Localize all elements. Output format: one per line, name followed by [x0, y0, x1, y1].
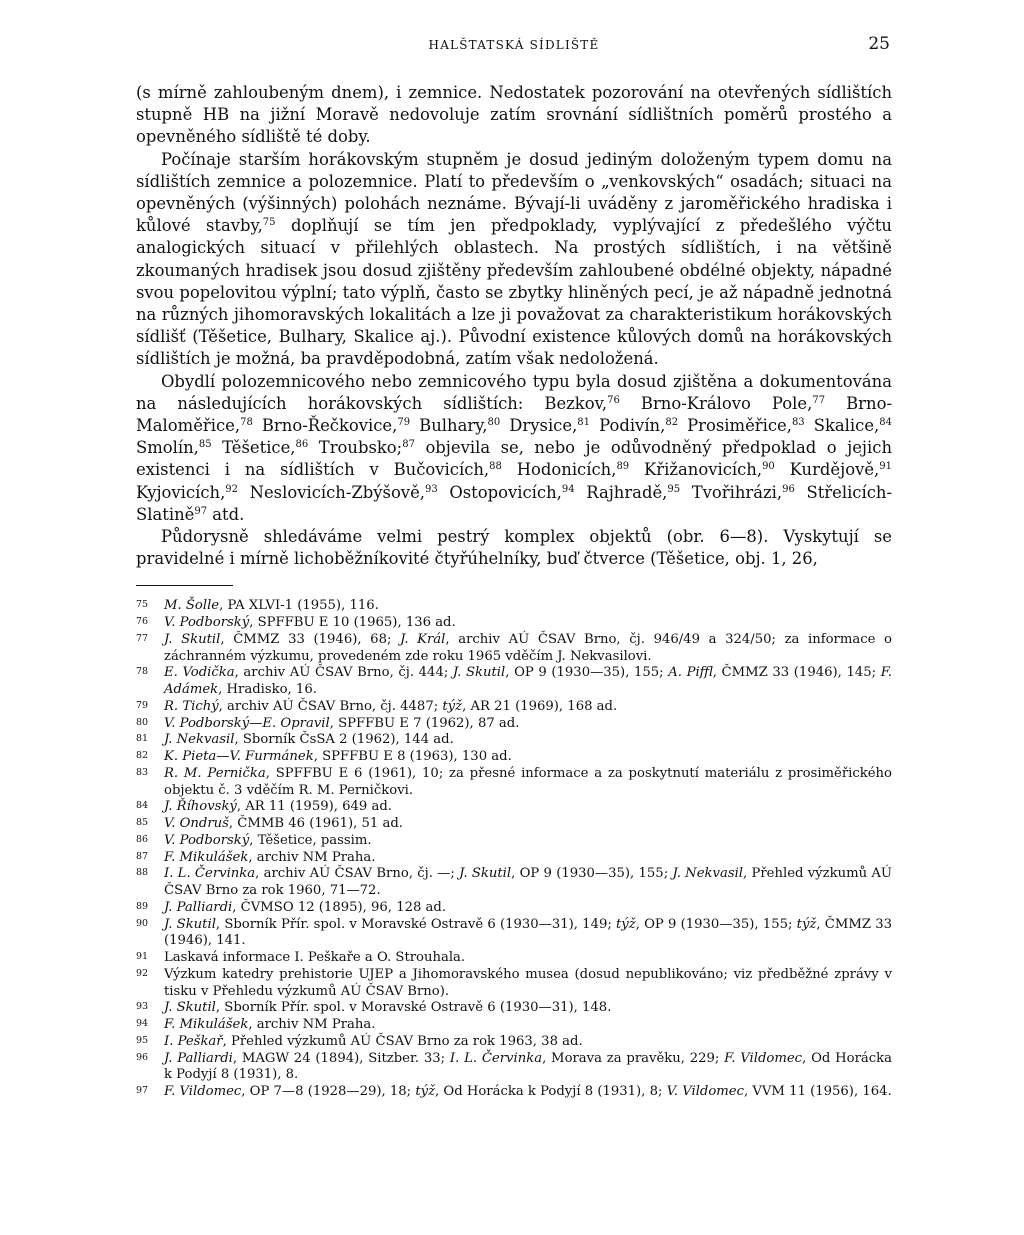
footnote-ref: 89 — [616, 461, 630, 473]
paragraph-text: Rajhradě, — [574, 482, 668, 502]
footnote-82 — [136, 749, 892, 766]
citation: , archiv AÚ ČSAV Brno, čj. —; — [255, 866, 460, 882]
author: V. Vildomec — [666, 1084, 744, 1100]
author: R. Tichý — [164, 698, 219, 714]
footnote-ref: 84 — [879, 417, 892, 429]
author: J. Skutil — [164, 631, 221, 647]
paragraph-text: (s mírně zahloubeným dnem), i zemnice. Nedostatek pozorování na otevřených sídlištích stupně HB na jižní Moravě nedovoluje zatím srovnání sídlištních poměrů prostého a opevněného sídliště té doby. — [136, 83, 892, 147]
author: V. Ondruš — [164, 816, 229, 832]
citation: , SPFFBU E 10 (1965), 136 ad. — [249, 615, 456, 631]
citation: , ČMMZ 33 (1946), 68; — [220, 631, 401, 647]
page-number: 25 — [868, 34, 890, 54]
author: I. L. Červinka — [449, 1050, 543, 1066]
author: týž — [442, 698, 463, 714]
paragraph-text: atd. — [207, 504, 245, 524]
author: F. Adámek — [164, 665, 892, 698]
citation: , Těšetice, passim. — [249, 832, 372, 848]
citation: , ČVMSO 12 (1895), 96, 128 ad. — [232, 899, 447, 915]
author: J. Palliardi — [164, 899, 233, 915]
paragraph-2 — [136, 149, 892, 371]
footnote-ref: 77 — [812, 394, 826, 406]
citation: , PA XLVI-1 (1955), 116. — [219, 598, 379, 614]
footnote-ref: 80 — [487, 417, 501, 429]
footnote-94 — [136, 1017, 892, 1034]
paragraph-text: Počínaje starším horákovským stupněm je dosud jediným doloženým typem domu na sídlištích zemnice a polozemnice. Platí to především o „venkovských“ osadách; situaci na opevněných (výšinných) polohách neznáme. Bývají-li uváděny z jaroměřického hradiska i kůlové stavby, — [136, 149, 892, 236]
footnote-number: 95 — [136, 1034, 149, 1046]
footnote-ref: 76 — [607, 394, 620, 406]
author: J. Skutil — [164, 1000, 216, 1016]
citation: , SPFFBU E 6 (1961), 10; za přesné informace a za poskytnutí materiálu z prosiměřického objektu č. 3 vděčím R. M. Perničkovi. — [164, 765, 892, 798]
author: F. Vildomec — [164, 1084, 242, 1100]
paragraph-3 — [136, 371, 892, 526]
footnote-number: 80 — [136, 716, 149, 728]
author: K. Pieta—V. Furmánek — [164, 749, 314, 765]
paragraph-text: Bulhary, — [410, 416, 488, 436]
paragraph-text: doplňují se tím jen předpoklady, vyplývající z předešlého výčtu analogických situací v přilehlých oblastech. Na prostých sídlištích, i na většině zkoumaných hradisek jsou dosud zjištěny především zahloubené obdélné objekty, nápadné svou popelovitou výplní; tato výplň, často se zbytky hliněných pecí, je až nápadně jednotná na různých jihomoravských lokalitách a lze ji považovat za charakteristikum horákovských sídlišť (Těšetice, Bulhary, Skalice aj.). Původní existence kůlových domů na horákovských sídlištích je možná, ba pravděpodobná, zatím však nedoložená. — [136, 216, 892, 369]
citation: , OP 9 (1930—35), 155; — [505, 665, 669, 681]
footnote-ref: 96 — [782, 483, 795, 495]
footnote-95 — [136, 1034, 892, 1051]
paragraph-text: Skalice, — [804, 416, 880, 436]
citation: , archiv AÚ ČSAV Brno, čj. 946/49 a 324/50; za informace o záchranném výzkumu, provedeném zde roku 1965 vděčím J. Nekvasilovi. — [164, 631, 892, 664]
footnote-87 — [136, 850, 892, 867]
footnote-number: 82 — [136, 750, 149, 762]
footnote-ref: 95 — [667, 483, 681, 495]
citation: , ČMMZ 33 (1946), 141. — [164, 916, 892, 949]
footnote-91 — [136, 950, 892, 967]
footnote-83 — [136, 766, 892, 800]
citation: , archiv AÚ ČSAV Brno, čj. 444; — [234, 665, 453, 681]
citation: , SPFFBU E 7 (1962), 87 ad. — [329, 715, 520, 731]
author: J. Palliardi — [164, 1050, 233, 1066]
citation: , archiv NM Praha. — [248, 849, 376, 865]
footnote-85 — [136, 816, 892, 833]
citation: , ČMMZ 33 (1946), 145; — [712, 665, 881, 681]
author: týž — [796, 916, 817, 932]
paragraph-text: Smolín, — [136, 438, 199, 458]
page — [136, 30, 892, 1101]
paragraph-text: Ostopovicích, — [437, 482, 562, 502]
paragraph-text: Půdorysně shledáváme velmi pestrý komplex objektů (obr. 6—8). Vyskytují se pravidelné i mírně lichoběžníkovité čtyřúhelníky, buď čtverce (Těšetice, obj. 1, 26, — [136, 527, 892, 569]
author: F. Vildomec — [724, 1050, 803, 1066]
author: A. Piffl — [668, 665, 713, 681]
paragraph-text: Křižanovicích, — [629, 460, 763, 480]
footnote-number: 96 — [136, 1051, 149, 1063]
citation: , archiv NM Praha. — [248, 1017, 376, 1033]
author: M. Šolle — [164, 598, 220, 614]
author: R. M. Pernička — [164, 765, 266, 781]
footnote-divider — [136, 585, 233, 586]
author: J. Skutil — [164, 916, 216, 932]
footnote-number: 86 — [136, 833, 149, 845]
footnote-number: 88 — [136, 867, 149, 879]
footnote-81 — [136, 732, 892, 749]
footnote-75 — [136, 598, 892, 615]
footnote-79 — [136, 699, 892, 716]
footnote-number: 84 — [136, 800, 149, 812]
paragraph-text: Drysice, — [500, 416, 578, 436]
author: J. Král — [400, 631, 446, 647]
footnote-ref: 82 — [665, 417, 679, 429]
citation: , archiv AÚ ČSAV Brno, čj. 4487; — [218, 698, 443, 714]
footnote-number: 81 — [136, 733, 149, 745]
footnote-89 — [136, 900, 892, 917]
footnote-number: 97 — [136, 1085, 149, 1097]
footnote-number: 94 — [136, 1018, 149, 1030]
author: E. Vodička — [164, 665, 235, 681]
running-head: HALŠTATSKÁ SÍDLIŠTĚ — [428, 38, 600, 52]
citation: , Od Horácka k Podyjí 8 (1931), 8; — [435, 1084, 667, 1100]
footnote-96 — [136, 1051, 892, 1085]
paragraph-text: Obydlí polozemnicového nebo zemnicového typu byla dosud zjištěna a dokumentována na následujících horákovských sídlištích: Bezkov, — [136, 371, 892, 413]
paragraph-text: Troubsko; — [308, 438, 403, 458]
footnote-ref: 94 — [561, 483, 575, 495]
citation: , Sborník ČsSA 2 (1962), 144 ad. — [234, 732, 454, 748]
paragraph-text: Brno-Maloměřice, — [136, 393, 892, 436]
paragraph-1 — [136, 82, 892, 149]
footnote-ref: 87 — [402, 439, 415, 451]
footnote-88 — [136, 866, 892, 900]
author: I. Peškař — [164, 1033, 223, 1049]
footnote-ref: 93 — [424, 483, 438, 495]
paragraph-text: Brno-Řečkovice, — [252, 416, 398, 436]
footnote-ref: 83 — [791, 417, 805, 429]
author: V. Podborský—E. Opravil — [164, 715, 330, 731]
footnote-number: 92 — [136, 967, 149, 979]
footnote-78 — [136, 665, 892, 699]
citation: , Od Horácka k Podyjí 8 (1931), 8. — [164, 1050, 892, 1083]
paragraph-text: objevila se, nebo je odůvodněný předpoklad o jejich existenci i na sídlištích v Bučovicích, — [136, 438, 892, 480]
footnote-ref: 90 — [762, 461, 775, 473]
footnote-number: 90 — [136, 917, 149, 929]
citation: , OP 9 (1930—35), 155; — [635, 916, 797, 932]
footnote-ref: 78 — [240, 417, 253, 429]
citation: Laskavá informace I. Peškaře a O. Strouhala. — [164, 950, 466, 966]
footnote-ref: 85 — [198, 439, 212, 451]
footnote-76 — [136, 615, 892, 632]
author: J. Skutil — [452, 665, 506, 681]
footnote-ref: 91 — [879, 461, 892, 473]
footnote-ref: 81 — [577, 417, 591, 429]
citation: , MAGW 24 (1894), Sitzber. 33; — [232, 1050, 450, 1066]
citation: , Hradisko, 16. — [218, 682, 317, 698]
paragraph-text: Těšetice, — [211, 438, 296, 458]
body-text — [136, 82, 892, 570]
citation: , VVM 11 (1956), 164. — [744, 1084, 892, 1100]
paragraph-text: Podivín, — [590, 416, 666, 436]
page-header — [136, 30, 892, 60]
author: J. Říhovský — [164, 799, 237, 815]
citation: , Přehled výzkumů AÚ ČSAV Brno za rok 1963, 38 ad. — [222, 1033, 583, 1049]
citation: , OP 9 (1930—35), 155; — [511, 866, 673, 882]
footnote-number: 89 — [136, 900, 149, 912]
footnote-86 — [136, 833, 892, 850]
paragraph-text: Hodonicích, — [501, 460, 617, 480]
author: I. L. Červinka — [164, 866, 256, 882]
paragraph-text: Brno-Královo Pole, — [619, 393, 813, 413]
footnote-ref: 97 — [194, 505, 208, 517]
footnote-number: 85 — [136, 817, 149, 829]
footnote-ref: 92 — [225, 483, 239, 495]
footnote-ref: 79 — [397, 417, 411, 429]
author: týž — [415, 1084, 436, 1100]
footnote-90 — [136, 917, 892, 951]
footnote-ref: 86 — [295, 439, 309, 451]
citation: , AR 21 (1969), 168 ad. — [462, 698, 618, 714]
citation: , Morava za pravěku, 229; — [542, 1050, 725, 1066]
paragraph-text: Kyjovicích, — [136, 482, 226, 502]
paragraph-4 — [136, 526, 892, 570]
footnote-77 — [136, 632, 892, 666]
footnote-92 — [136, 967, 892, 1001]
citation: , Sborník Přír. spol. v Moravské Ostravě 6 (1930—31), 149; — [215, 916, 616, 932]
citation: , AR 11 (1959), 649 ad. — [236, 799, 392, 815]
citation: , Přehled výzkumů AÚ ČSAV Brno za rok 1960, 71—72. — [164, 866, 892, 899]
author: J. Skutil — [459, 866, 512, 882]
citation: , ČMMB 46 (1961), 51 ad. — [228, 816, 403, 832]
author: V. Podborský — [164, 615, 250, 631]
footnote-number: 87 — [136, 850, 149, 862]
author: F. Mikulášek — [164, 849, 249, 865]
citation: , OP 7—8 (1928—29), 18; — [241, 1084, 416, 1100]
paragraph-text: Neslovicích-Zbýšově, — [238, 482, 425, 502]
footnote-84 — [136, 799, 892, 816]
footnote-number: 77 — [136, 632, 149, 644]
footnote-number: 76 — [136, 616, 149, 628]
citation: , SPFFBU E 8 (1963), 130 ad. — [313, 749, 512, 765]
author: V. Podborský — [164, 832, 250, 848]
footnote-ref: 75 — [262, 217, 276, 229]
footnote-number: 83 — [136, 766, 149, 778]
footnote-ref: 88 — [489, 461, 502, 473]
footnote-number: 91 — [136, 951, 149, 963]
author: J. Nekvasil — [164, 732, 235, 748]
paragraph-text: Prosiměřice, — [678, 416, 792, 436]
footnote-97 — [136, 1084, 892, 1101]
citation: , Sborník Přír. spol. v Moravské Ostravě 6 (1930—31), 148. — [215, 1000, 612, 1016]
footnote-number: 93 — [136, 1001, 149, 1013]
paragraph-text: Kurdějově, — [774, 460, 880, 480]
footnote-93 — [136, 1000, 892, 1017]
author: J. Nekvasil — [672, 866, 744, 882]
citation: Výzkum katedry prehistorie UJEP a Jihomoravského musea (dosud nepublikováno; viz předběžné zprávy v tisku v Přehledu výzkumů AÚ ČSAV Brno). — [164, 966, 892, 999]
footnote-number: 78 — [136, 666, 149, 678]
footnote-80 — [136, 716, 892, 733]
footnote-number: 79 — [136, 699, 149, 711]
author: týž — [616, 916, 636, 932]
paragraph-text: Střelicích-Slatině — [136, 482, 893, 524]
paragraph-text: Tvořihrázi, — [680, 482, 783, 502]
footnotes — [136, 598, 892, 1101]
author: F. Mikulášek — [164, 1017, 249, 1033]
footnote-number: 75 — [136, 599, 149, 611]
